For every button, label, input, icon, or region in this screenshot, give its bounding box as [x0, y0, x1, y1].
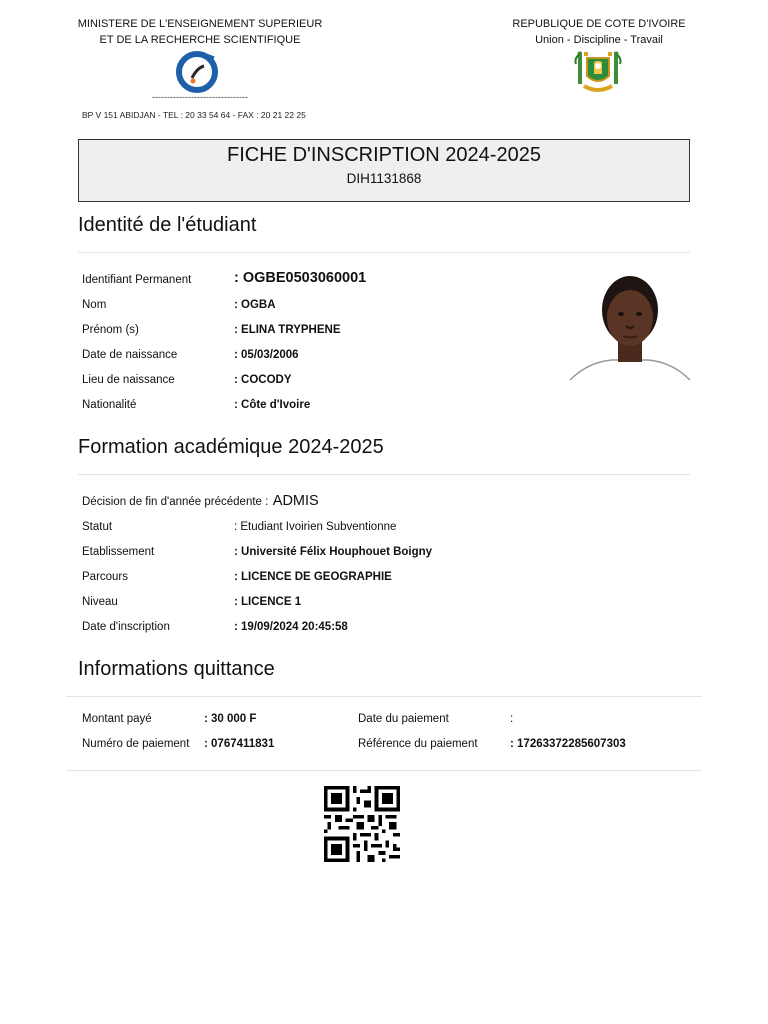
amount-label: Montant payé [82, 713, 152, 725]
nationality-label: Nationalité [82, 399, 137, 411]
ministry-heading [70, 16, 330, 48]
lastname-value: : OGBA [234, 299, 276, 311]
receipt-section-title: Informations quittance [78, 658, 275, 680]
ministry-line-1: MINISTERE DE L'ENSEIGNEMENT SUPERIEUR [77, 18, 323, 30]
republic-name: REPUBLIQUE DE COTE D'IVOIRE [512, 18, 686, 30]
status-value: : Etudiant Ivoirien Subventionne [234, 521, 397, 533]
decision-row [82, 492, 319, 510]
amount-value: : 30 000 F [204, 713, 257, 725]
separator-line: -------------------------------- [152, 92, 248, 102]
birthplace-value: : COCODY [234, 374, 292, 386]
ministry-logo-icon [174, 48, 220, 94]
registration-code: DIH1131868 [346, 171, 422, 186]
payment-reference-label: Référence du paiement [358, 738, 478, 750]
firstname-value: : ELINA TRYPHENE [234, 324, 341, 336]
formation-divider [78, 474, 690, 475]
page-title: FICHE D'INSCRIPTION 2024-2025 [227, 144, 541, 166]
level-value: : LICENCE 1 [234, 596, 302, 608]
receipt-divider-top [66, 696, 702, 697]
ministry-line-2: ET DE LA RECHERCHE SCIENTIFIQUE [99, 34, 301, 46]
birthdate-value: : 05/03/2006 [234, 349, 299, 361]
contact-info: BP V 151 ABIDJAN - TEL : 20 33 54 64 - FAX : 20 21 22 25 [82, 110, 306, 120]
payment-number-label: Numéro de paiement [82, 738, 190, 750]
lastname-label: Nom [82, 299, 107, 311]
institution-value: : Université Félix Houphouet Boigny [234, 546, 433, 558]
republic-heading [488, 16, 710, 48]
receipt-divider-bottom [66, 770, 702, 771]
institution-label: Etablissement [82, 546, 155, 558]
republic-motto: Union - Discipline - Travail [535, 34, 663, 46]
identifier-value: : OGBE0503060001 [234, 270, 367, 286]
payment-date-value: : [510, 713, 514, 725]
birthdate-label: Date de naissance [82, 349, 178, 361]
formation-section-title: Formation académique 2024-2025 [78, 436, 384, 458]
qr-code-icon [322, 786, 402, 862]
decision-value: ADMIS [272, 493, 319, 509]
decision-label: Décision de fin d'année précédente : [82, 496, 269, 508]
registration-title-box [78, 139, 690, 202]
payment-reference-value: : 17263372285607303 [510, 738, 626, 750]
payment-date-label: Date du paiement [358, 713, 449, 725]
registration-date-value: : 19/09/2024 20:45:58 [234, 621, 348, 633]
program-label: Parcours [82, 571, 129, 583]
coat-of-arms-icon [572, 48, 624, 96]
level-label: Niveau [82, 596, 118, 608]
program-value: : LICENCE DE GEOGRAPHIE [234, 571, 392, 583]
student-photo [568, 270, 692, 382]
status-label: Statut [82, 521, 113, 533]
identifier-label: Identifiant Permanent [82, 274, 192, 286]
identity-divider [78, 252, 690, 253]
nationality-value: : Côte d'Ivoire [234, 399, 311, 411]
registration-date-label: Date d'inscription [82, 621, 170, 633]
identity-section-title: Identité de l'étudiant [78, 214, 257, 236]
payment-number-value: : 0767411831 [204, 738, 275, 750]
firstname-label: Prénom (s) [82, 324, 139, 336]
birthplace-label: Lieu de naissance [82, 374, 175, 386]
